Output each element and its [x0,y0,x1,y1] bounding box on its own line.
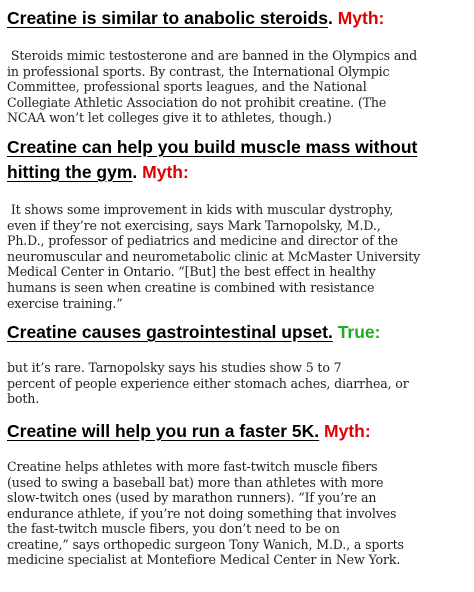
section-2-verdict: Myth: [142,161,189,182]
section-4-claim: Creatine will help you run a faster 5K. [7,420,320,441]
section-3-body: but it’s rare. Tarnopolsky says his studies show 5 to 7 percent of people experience either stomach aches, diarrhea, or both. [7,360,409,407]
section-2-claim: Creatine can help you build muscle mass without hitting the gym [7,136,418,182]
section-1-claim: Creatine is similar to anabolic steroids [7,8,328,28]
section-1-heading [7,6,468,31]
section-4-verdict: Myth: [324,420,371,441]
section-3-heading [7,320,468,345]
section-3-verdict: True: [337,322,381,343]
section-1-body: Steroids mimic testosterone and are banned in the Olympics and in professional sports. By contrast, the International Olympic Committee, professional sports leagues, and the National Collegiate Athletic Association do not prohibit creatine. (The NCAA won’t let colleges give it to athletes, though.) [7,48,418,126]
section-3-claim: Creatine causes gastrointestinal upset. [7,322,333,343]
section-2-punct: . [132,161,138,182]
section-4-body: Creatine helps athletes with more fast-twitch muscle fibers (used to swing a baseball bat) more than athletes with more slow-twitch ones (used by marathon runners). “If you’re an endurance athlete, if you’re not doing something that involves the fast-twitch muscle fibers, you don’t need to be on creatine,” says orthopedic surgeon Tony Wanich, M.D., a sports medicine specialist at Montefiore Medical Center in New York. [7,458,404,568]
section-2-body: It shows some improvement in kids with muscular dystrophy, even if they’re not exercising, says Mark Tarnopolsky, M.D., Ph.D., professor of pediatrics and medicine and director of the neuromuscular and neurometabolic clinic at McMaster University Medical Center in Ontario. “[But] the best effect in healthy humans is seen when creatine is combined with resistance exercise training.” [7,201,421,311]
section-4-heading [7,419,468,444]
section-1-punct: . [327,8,333,28]
section-2-heading [7,135,468,185]
section-1-verdict: Myth: [337,8,385,28]
